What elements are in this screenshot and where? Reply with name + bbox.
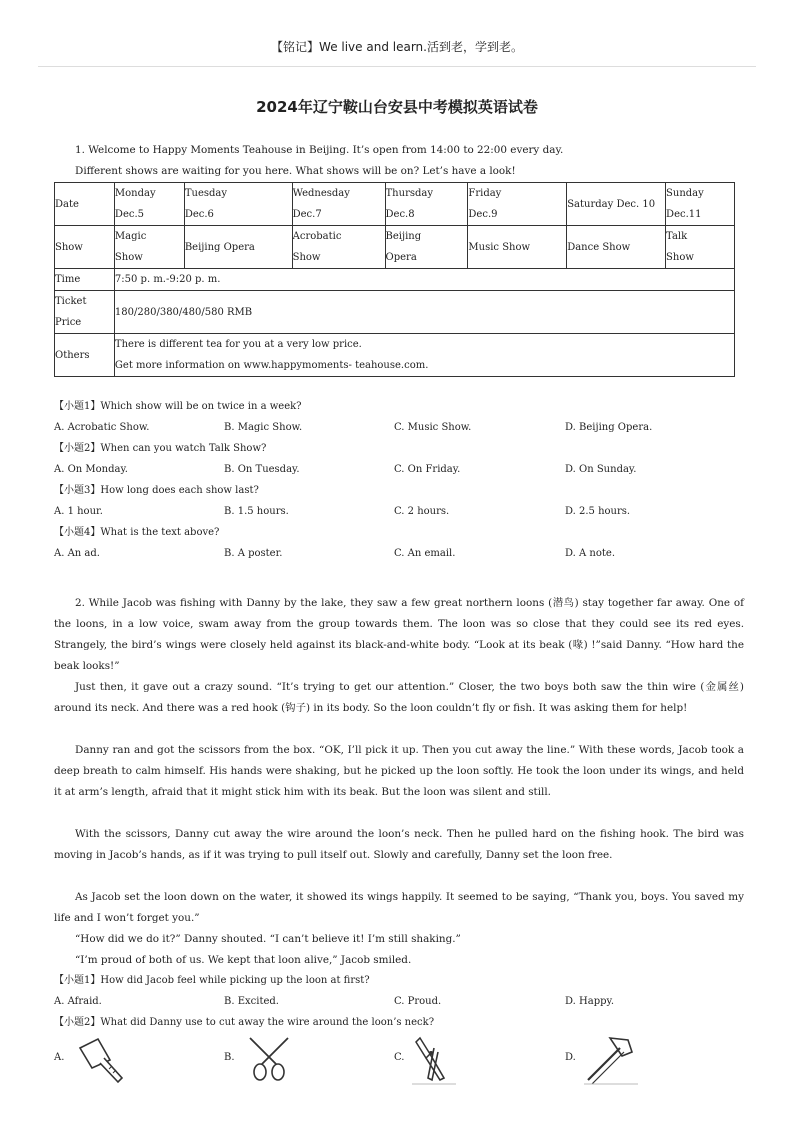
s2-q1-option-a: A. Afraid. xyxy=(54,996,102,1007)
day-cell-friday: Friday Dec.9 xyxy=(468,183,567,226)
show-cell-wednesday: Acrobatic Show xyxy=(292,226,385,269)
s2-paragraph-2: Just then, it gave out a crazy sound. “It’s trying to get our attention.” Closer, the two boys both saw the thin wire (金属丝) around its neck. And there was a red hook (钩子) in its body. So the loon couldn’t fly or fish. It was asking them for help! xyxy=(54,681,744,714)
show-cell-thursday: Beijing Opera xyxy=(385,226,468,269)
day-cell-saturday: Saturday Dec. 10 xyxy=(567,183,666,226)
s1-question-1: 【小题1】Which show will be on twice in a week? xyxy=(54,401,302,412)
table-row-ticket xyxy=(55,291,735,334)
s2-paragraph-1: 2. While Jacob was fishing with Danny by the lake, they saw a few great northern loons (潜鸟) stay together far away. One of the loons, in a low voice, swam away from the group towards them. The loon was so close that they could see its red eyes. Strangely, the bird’s wings were closely held against its black-and-white body. “Look at its beak (喙) !”said Danny. “How hard the beak looks!” xyxy=(54,597,744,672)
ticket-value: 180/280/380/480/580 RMB xyxy=(114,291,734,334)
s1-question-4: 【小题4】What is the text above? xyxy=(54,527,220,538)
s2-q2-option-c: C. xyxy=(394,1052,405,1063)
s1-q1-option-b: B. Magic Show. xyxy=(224,422,303,433)
day-cell-wednesday: Wednesday Dec.7 xyxy=(292,183,385,226)
others-value: There is different tea for you at a very low price. Get more information on www.happymoments- teahouse.com. xyxy=(114,334,734,377)
s2-q2-option-a: A. xyxy=(54,1052,65,1063)
time-label: Time xyxy=(55,269,115,291)
s1-q4-option-a: A. An ad. xyxy=(54,548,100,559)
s1-question-2: 【小题2】When can you watch Talk Show? xyxy=(54,443,267,454)
section1-intro-1: 1. Welcome to Happy Moments Teahouse in Beijing. It’s open from 14:00 to 22:00 every day. xyxy=(75,144,564,156)
show-cell-sunday: Talk Show xyxy=(666,226,735,269)
s2-q2-option-b: B. xyxy=(224,1052,235,1063)
s1-q1-option-a: A. Acrobatic Show. xyxy=(54,422,150,433)
s1-q3-option-a: A. 1 hour. xyxy=(54,506,103,517)
show-cell-monday: Magic Show xyxy=(114,226,184,269)
pliers-icon xyxy=(410,1034,460,1086)
time-value: 7:50 p. m.-9:20 p. m. xyxy=(114,269,734,291)
ticket-label: Ticket Price xyxy=(55,291,115,334)
s1-q2-option-d: D. On Sunday. xyxy=(565,464,637,475)
others-label: Others xyxy=(55,334,115,377)
s2-paragraph-5: As Jacob set the loon down on the water, it showed its wings happily. It seemed to be saying, “Thank you, boys. You saved my life and I won’t forget you.” xyxy=(54,891,744,924)
s2-q2-option-d: D. xyxy=(565,1052,576,1063)
table-row-date xyxy=(55,183,735,226)
schedule-table xyxy=(54,182,735,377)
show-cell-friday: Music Show xyxy=(468,226,567,269)
s2-q1-option-d: D. Happy. xyxy=(565,996,615,1007)
s2-paragraph-3: Danny ran and got the scissors from the box. “OK, I’ll pick it up. Then you cut away the line.” With these words, Jacob took a deep breath to calm himself. His hands were shaking, but he picked up the loon softly. He took the loon under its wings, and held it at arm’s length, afraid that it might stick him with its beak. But the loon was silent and still. xyxy=(54,744,744,798)
s1-question-3: 【小题3】How long does each show last? xyxy=(54,485,259,496)
s2-paragraph-6: “How did we do it?” Danny shouted. “I can’t believe it! I’m still shaking.” xyxy=(75,933,461,945)
s1-q2-option-a: A. On Monday. xyxy=(54,464,128,475)
day-cell-thursday: Thursday Dec.8 xyxy=(385,183,468,226)
s2-paragraph-4: With the scissors, Danny cut away the wire around the loon’s neck. Then he pulled hard on the fishing hook. The bird was moving in Jacob’s hands, as if it was trying to pull itself out. Slowly and carefully, Danny set the loon free. xyxy=(54,828,744,861)
date-label: Date xyxy=(55,183,115,226)
s1-q1-option-c: C. Music Show. xyxy=(394,422,472,433)
s2-paragraph-7: “I’m proud of both of us. We kept that loon alive,” Jacob smiled. xyxy=(75,954,412,966)
show-cell-saturday: Dance Show xyxy=(567,226,666,269)
s1-q4-option-b: B. A poster. xyxy=(224,548,283,559)
page-motto: 【铭记】We live and learn.活到老，学到老。 xyxy=(271,40,523,54)
s2-question-2: 【小题2】What did Danny use to cut away the wire around the loon’s neck? xyxy=(54,1017,435,1028)
table-row-show xyxy=(55,226,735,269)
section1-intro-2: Different shows are waiting for you here. What shows will be on? Let’s have a look! xyxy=(75,165,516,177)
s1-q2-option-c: C. On Friday. xyxy=(394,464,461,475)
table-row-time xyxy=(55,269,735,291)
s1-q1-option-d: D. Beijing Opera. xyxy=(565,422,653,433)
show-cell-tuesday: Beijing Opera xyxy=(184,226,292,269)
day-cell-sunday: Sunday Dec.11 xyxy=(666,183,735,226)
cleaver-icon xyxy=(76,1036,128,1084)
day-cell-tuesday: Tuesday Dec.6 xyxy=(184,183,292,226)
s2-q1-option-b: B. Excited. xyxy=(224,996,279,1007)
table-row-others xyxy=(55,334,735,377)
day-cell-monday: Monday Dec.5 xyxy=(114,183,184,226)
s1-q3-option-d: D. 2.5 hours. xyxy=(565,506,631,517)
s1-q2-option-b: B. On Tuesday. xyxy=(224,464,300,475)
s1-q3-option-c: C. 2 hours. xyxy=(394,506,450,517)
axe-icon xyxy=(580,1034,640,1086)
scissors-icon xyxy=(244,1034,294,1084)
header-divider xyxy=(38,66,756,67)
s1-q4-option-d: D. A note. xyxy=(565,548,615,559)
show-label: Show xyxy=(55,226,115,269)
s1-q3-option-b: B. 1.5 hours. xyxy=(224,506,289,517)
s2-q1-option-c: C. Proud. xyxy=(394,996,442,1007)
s1-q4-option-c: C. An email. xyxy=(394,548,456,559)
s2-question-1: 【小题1】How did Jacob feel while picking up the loon at first? xyxy=(54,975,370,986)
page-title: 2024年辽宁鞍山台安县中考模拟英语试卷 xyxy=(256,98,538,116)
